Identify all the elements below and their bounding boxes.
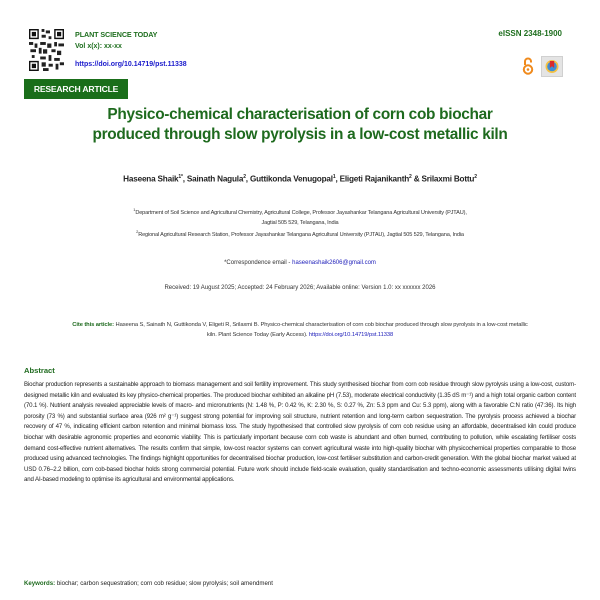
qr-code-icon	[29, 29, 64, 71]
article-type-badge: RESEARCH ARTICLE	[24, 79, 128, 99]
article-title	[20, 105, 580, 145]
author-affiliation-mark: 1	[332, 174, 336, 180]
journal-volume: Vol x(x): xx-xx	[75, 43, 122, 50]
journal-info	[75, 29, 187, 71]
author-affiliation-mark: 2	[409, 174, 412, 180]
title-line-2: produced through slow pyrolysis in a low-cost metallic kiln	[92, 126, 508, 143]
affiliation-mark: 1	[133, 207, 136, 212]
citation	[70, 320, 530, 340]
keywords-label: Keywords:	[24, 580, 56, 587]
author-list	[0, 174, 600, 184]
author-affiliation-mark: 2	[474, 174, 477, 180]
citation-text: Haseena S, Sainath N, Guttikonda V, Eligeti R, Srilaxmi B. Physico-chemical characterisation of corn cob biochar produced through slow pyrolysis in a low-cost metallic kiln. Plant Science Today (Early Access).	[113, 322, 528, 338]
keywords-text: biochar; carbon sequestration; corn cob residue; slow pyrolysis; soil amendment	[55, 580, 273, 587]
doi-link[interactable]: https://doi.org/10.14719/pst.11338	[75, 61, 187, 68]
author-name: Eligeti Rajanikanth	[339, 174, 410, 184]
correspondence	[0, 260, 600, 266]
abstract-body: Biochar production represents a sustainable approach to biomass management and soil fertility improvement. This study synthesised biochar from corn cob residue through slow pyrolysis using a low-cost, custom-designed metallic kiln and evaluated its key physico-chemical properties. The produced biochar exhibited an alkaline pH (7.53), moderate electrical conductivity (1.35 dS m⁻¹) and a high total organic carbon content (70.1 %). Nutrient analysis revealed appreciable levels of macro- and micronutrients (N: 1.48 %, P: 0.42 %, K: 2.30 %, S: 0.27 %, Zn: 5.3 ppm and Cu: 5.3 ppm), along with a favorable C:N ratio (47:36). Its high porosity (73 %) and substantial surface area (926 m² g⁻¹) suggest strong potential for improving soil structure, nutrient retention and long-term carbon sequestration. The pyrolysis process achieved a biochar recovery of 47 %, indicating efficient carbon retention and minimal biomass loss. The study hypothesised that controlled slow pyrolysis of corn cob residue using an affordable, decentralised kiln could produce biochar with desirable agronomic properties and economic viability. This is particularly important because corn cob waste is abundant and often burned, contributing to pollution, while escalating fertiliser costs demand cost-effective nutrient alternatives. The results confirm that simple, low-cost reactor systems can convert agricultural waste into high-quality biochar with physicochemical properties comparable to those produced using advanced technologies. The findings highlight opportunities for decentralised biochar production, low-cost fertiliser substitution and carbon-credit generation. With the global biochar market valued at USD 0.76–2.2 billion, corn cob-based biochar holds strong commercial potential. Future work should include field-scale evaluation, quality standardisation and techno-economic assessments utilising digital twins and AI-based modeling to optimise its agricultural and environmental applications.	[24, 381, 576, 484]
citation-label: Cite this article:	[72, 322, 114, 328]
author-separator: ,	[182, 174, 187, 184]
author-name: Sainath Nagula	[186, 174, 244, 184]
keywords	[24, 580, 273, 587]
crossmark-icon[interactable]	[541, 56, 563, 77]
eissn-label: eISSN 2348-1900	[498, 29, 562, 38]
affiliation-1	[30, 205, 570, 228]
title-line-1: Physico-chemical characterisation of corn cob biochar	[107, 106, 493, 123]
open-access-icon[interactable]	[522, 57, 534, 75]
publication-dates: Received: 19 August 2025; Accepted: 24 February 2026; Available online: Version 1.0: xx xxxxxx 2026	[164, 285, 436, 291]
affiliation-text: Department of Soil Science and Agricultural Chemistry, Agricultural College, Professor Jayashankar Telangana Agricultural University (PJTAU),	[135, 209, 467, 216]
author-affiliation-mark: 2	[243, 174, 246, 180]
crossmark-glyph-icon	[542, 57, 562, 76]
journal-name: PLANT SCIENCE TODAY	[75, 30, 158, 39]
author-name: Haseena Shaik	[123, 174, 179, 184]
author-separator: &	[411, 174, 422, 184]
affiliation-2	[30, 227, 570, 240]
author-separator: ,	[245, 174, 250, 184]
correspondence-email-link[interactable]: haseenashaik2606@gmail.com	[292, 260, 376, 266]
citation-doi-link[interactable]: https://doi.org/10.14719/pst.11338	[308, 332, 394, 338]
affiliation-text: Regional Agricultural Research Station, Professor Jayashankar Telangana Agricultural University (PJTAU), Jagtial 505 529, Telangana, India	[138, 231, 464, 238]
correspondence-label: *Correspondence email -	[224, 260, 293, 266]
author-name: Srilaxmi Bottu	[421, 174, 475, 184]
author-separator: ,	[335, 174, 340, 184]
abstract-heading: Abstract	[24, 366, 55, 375]
affiliation-text: Jagtial 505 529, Telangana, India	[261, 219, 339, 226]
author-name: Guttikonda Venugopal	[249, 174, 333, 184]
author-affiliation-mark: 1*	[178, 174, 183, 180]
affiliation-mark: 2	[136, 229, 139, 234]
